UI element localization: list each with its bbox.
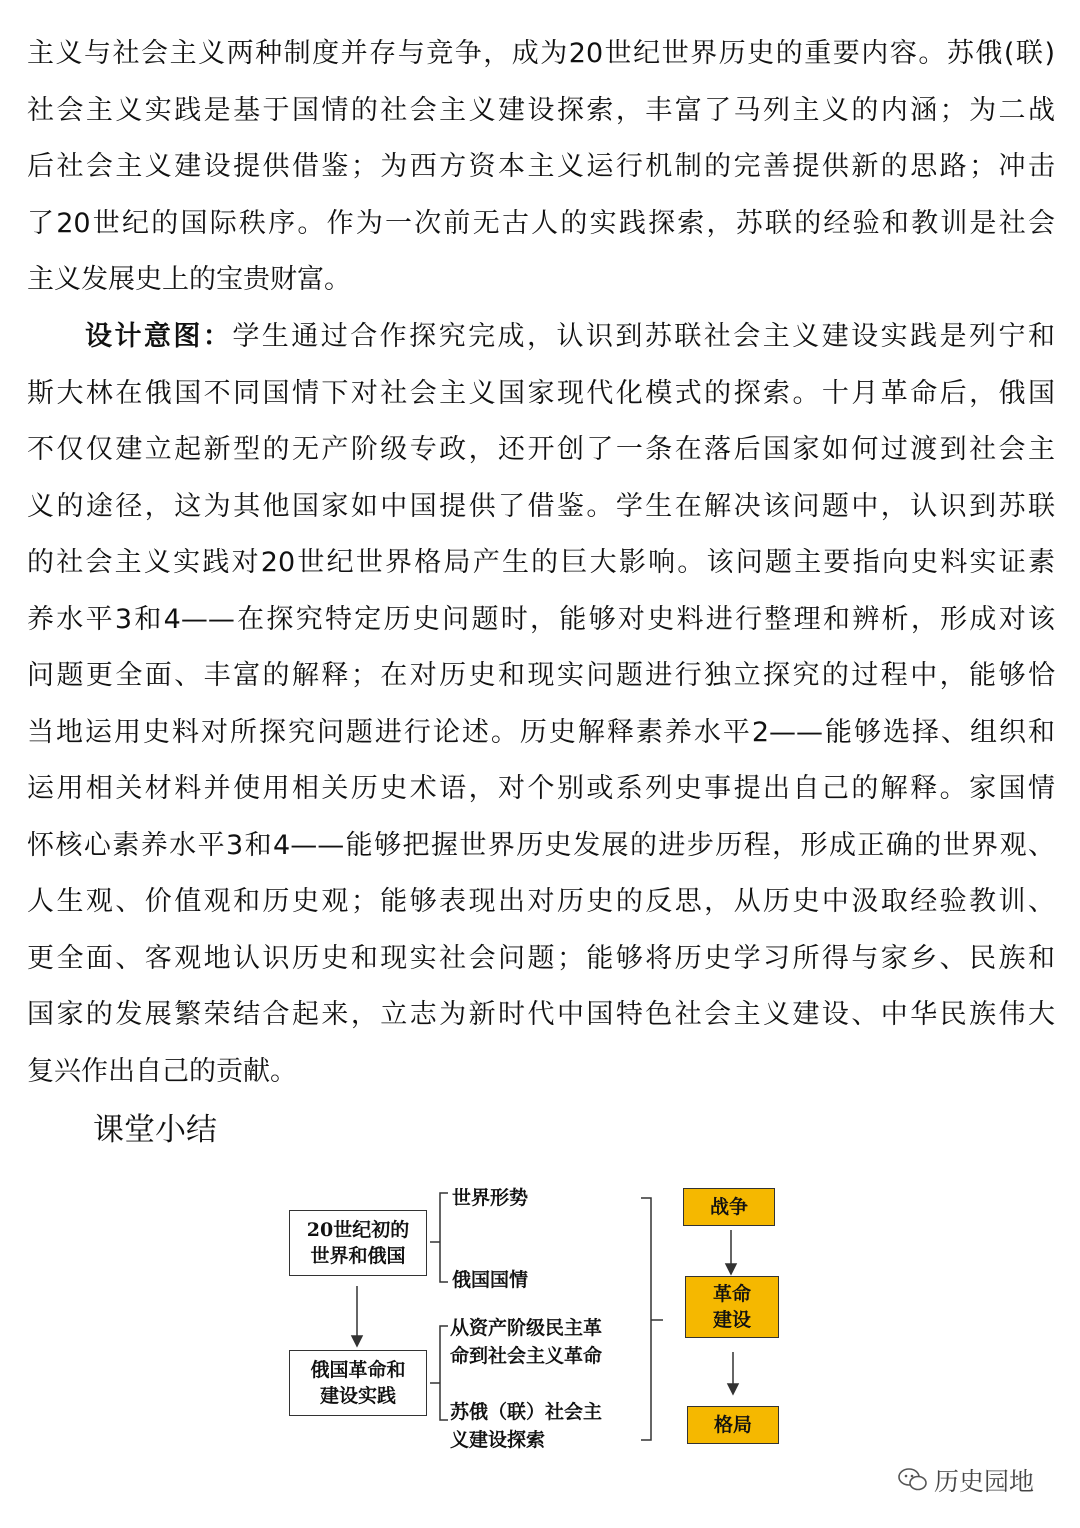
text-line: 社会主义实践是基于国情的社会主义建设探索，丰富了马列主义的内涵；为二战 [27, 94, 1055, 126]
text-line [27, 309, 1055, 366]
box-revolution-construction [685, 1276, 779, 1338]
box-war [683, 1188, 775, 1226]
text-line: 后社会主义建设提供借鉴；为西方资本主义运行机制的完善提供新的思路；冲击 [27, 151, 1055, 182]
text-line: 主义发展史上的宝贵财富。 [27, 264, 351, 295]
text-line: 了20世纪的国际秩序。作为一次前无古人的实践探索，苏联的经验和教训是社会 [27, 207, 1055, 239]
text-line: 斯大林在俄国不同国情下对社会主义国家现代化模式的探索。十月革命后，俄国 [27, 377, 1055, 409]
text-segment: 学生通过合作探究完成，认识到苏联社会主义建设实践是列宁和 [232, 321, 1055, 352]
arrow-head [728, 1384, 738, 1394]
text-line: 运用相关材料并使用相关历史术语，对个别或系列史事提出自己的解释。家国情 [27, 773, 1055, 804]
branch-text: 命到社会主义革命 [450, 1345, 603, 1367]
branch-russia-conditions: 俄国国情 [452, 1269, 529, 1291]
text-line: 养水平3和4——在探究特定历史问题时，能够对史料进行整理和辨析，形成对该 [27, 603, 1055, 635]
watermark [898, 1462, 1034, 1498]
bracket-right [641, 1198, 651, 1440]
bracket-left-2 [440, 1326, 448, 1420]
design-intent-label: 设计意图： [85, 321, 233, 352]
box-text: 建设实践 [319, 1385, 396, 1407]
paragraph-1 [27, 26, 1055, 309]
text-line: 国家的发展繁荣结合起来，立志为新时代中国特色社会主义建设、中华民族伟大 [27, 999, 1055, 1030]
text-line: 怀核心素养水平3和4——能够把握世界历史发展的进步历程，形成正确的世界观、 [27, 829, 1055, 861]
box-text: 俄国革命和 [310, 1359, 406, 1381]
wechat-icon [898, 1467, 928, 1493]
box-text: 格局 [713, 1414, 752, 1436]
text-line: 当地运用史料对所探究问题进行论述。历史解释素养水平2——能够选择、组织和 [27, 716, 1055, 748]
branch-text: 义建设探索 [450, 1429, 546, 1451]
box-early-20th-century [289, 1210, 427, 1276]
arrow-head [726, 1264, 736, 1274]
arrow-head [352, 1336, 362, 1346]
watermark-text: 历史园地 [934, 1467, 1035, 1496]
box-pattern [687, 1406, 779, 1444]
text-line: 的社会主义实践对20世纪世界格局产生的巨大影响。该问题主要指向史料实证素 [27, 547, 1055, 578]
box-text: 20世纪初的 [306, 1219, 410, 1241]
branch-construction [450, 1398, 602, 1454]
box-text: 世界和俄国 [310, 1245, 406, 1267]
branch-text: 从资产阶级民主革 [450, 1317, 603, 1339]
box-text: 革命 [712, 1283, 751, 1305]
text-line: 人生观、价值观和历史观；能够表现出对历史的反思，从历史中汲取经验教训、 [27, 886, 1055, 917]
box-text: 建设 [712, 1309, 751, 1331]
text-line: 问题更全面、丰富的解释；在对历史和现实问题进行独立探究的过程中，能够恰 [27, 660, 1055, 691]
section-heading: 课堂小结 [93, 1112, 217, 1148]
bracket-left-1 [440, 1193, 448, 1282]
branch-text: 苏俄（联）社会主 [450, 1401, 603, 1423]
text-line: 复兴作出自己的贡献。 [27, 1055, 297, 1087]
text-line: 更全面、客观地认识历史和现实社会问题；能够将历史学习所得与家乡、民族和 [27, 942, 1055, 974]
box-text: 战争 [709, 1196, 748, 1218]
text-line: 义的途径，这为其他国家如中国提供了借鉴。学生在解决该问题中，认识到苏联 [27, 490, 1055, 522]
branch-world-situation: 世界形势 [452, 1187, 529, 1209]
box-russian-revolution [289, 1350, 427, 1416]
text-line: 主义与社会主义两种制度并存与竞争，成为20世纪世界历史的重要内容。苏俄(联) [27, 38, 1055, 69]
branch-revolution [450, 1314, 602, 1370]
text-line: 不仅仅建立起新型的无产阶级专政，还开创了一条在落后国家如何过渡到社会主 [27, 434, 1055, 465]
paragraph-2 [27, 309, 1055, 1100]
